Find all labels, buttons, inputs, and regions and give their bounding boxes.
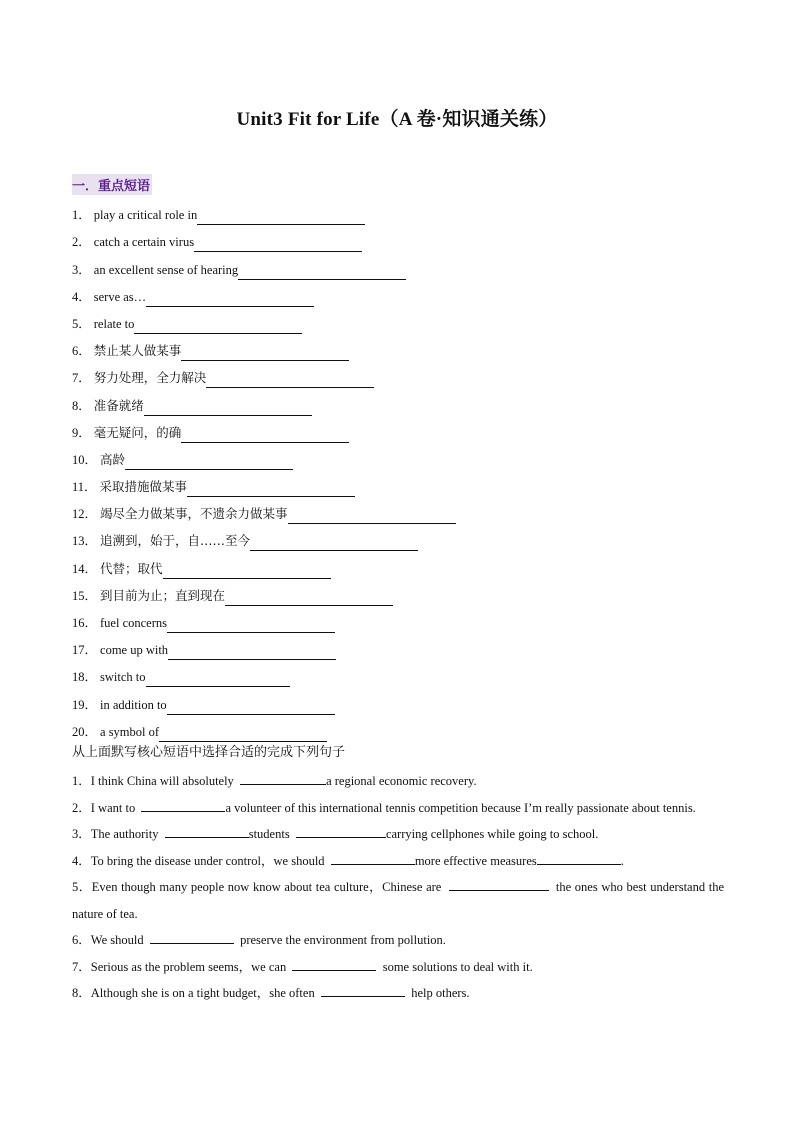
answer-blank[interactable] <box>125 455 293 470</box>
sentence-number: 1． <box>72 774 91 788</box>
phrase-item <box>72 606 732 633</box>
phrase-number: 7． <box>72 371 91 386</box>
phrase-number: 11． <box>72 480 97 495</box>
answer-blank[interactable] <box>167 700 335 715</box>
sentence-text: I think China will absolutely <box>90 774 234 788</box>
sentence-item <box>72 768 724 795</box>
sentence-number: 2． <box>72 800 91 815</box>
answer-blank[interactable] <box>146 292 314 307</box>
answer-blank[interactable] <box>225 591 393 606</box>
sentence-text: To bring the disease under control，we should <box>90 853 325 868</box>
phrase-text: 到目前为止；直到现在 <box>100 587 226 603</box>
sentence-text: students <box>248 827 290 841</box>
sentence-text: preserve the environment from pollution. <box>240 933 446 947</box>
sentence-number: 8． <box>72 986 91 1000</box>
answer-blank[interactable] <box>165 825 249 838</box>
sentence-text: a regional economic recovery. <box>326 774 477 788</box>
phrase-text: switch to <box>100 670 146 685</box>
sentence-text: carrying cellphones while going to school. <box>385 827 599 841</box>
answer-blank[interactable] <box>141 799 225 812</box>
answer-blank[interactable] <box>238 265 406 280</box>
answer-blank[interactable] <box>168 645 336 660</box>
sentence-item <box>72 848 724 875</box>
answer-blank[interactable] <box>159 727 327 742</box>
phrase-item <box>72 443 732 470</box>
phrase-item <box>72 551 732 578</box>
phrase-number: 6． <box>72 344 91 359</box>
sentence-list <box>72 768 724 1007</box>
phrase-item <box>72 361 732 388</box>
phrase-item <box>72 524 732 551</box>
answer-blank[interactable] <box>181 428 349 443</box>
phrase-number: 15． <box>72 588 98 603</box>
phrase-item <box>72 307 732 334</box>
phrase-number: 4． <box>72 289 91 304</box>
phrase-item <box>72 715 732 742</box>
answer-blank[interactable] <box>134 319 302 334</box>
phrase-item <box>72 633 732 660</box>
phrase-number: 10． <box>72 452 98 467</box>
sentence-number: 6． <box>72 933 91 947</box>
phrase-item <box>72 416 732 443</box>
phrase-text: catch a certain virus <box>93 235 195 250</box>
phrase-text: play a critical role in <box>93 208 198 223</box>
instruction-text: 从上面默写核心短语中选择合适的完成下列句子 <box>72 745 346 760</box>
answer-blank[interactable] <box>288 509 456 524</box>
phrase-list <box>72 198 732 742</box>
phrase-number: 3． <box>72 262 91 277</box>
sentence-item <box>72 821 724 848</box>
answer-blank[interactable] <box>537 852 621 865</box>
section-heading: 一．重点短语 <box>72 174 152 195</box>
sentence-item <box>72 874 724 927</box>
sentence-text: I want to <box>90 800 136 815</box>
phrase-text: an excellent sense of hearing <box>93 262 239 277</box>
phrase-text: 努力处理，全力解决 <box>93 370 207 386</box>
sentence-text: Although she is on a tight budget，she often <box>90 986 315 1000</box>
answer-blank[interactable] <box>150 931 234 944</box>
answer-blank[interactable] <box>240 772 326 785</box>
phrase-item <box>72 334 732 361</box>
phrase-number: 13． <box>72 534 98 549</box>
sentence-text: Even though many people now know about tea culture，Chinese are <box>91 880 442 894</box>
phrase-item <box>72 497 732 524</box>
phrase-number: 18． <box>72 670 98 685</box>
answer-blank[interactable] <box>194 237 362 252</box>
sentence-item <box>72 927 724 954</box>
phrase-text: 毫无疑问，的确 <box>93 424 182 440</box>
phrase-number: 1． <box>72 208 91 223</box>
sentence-text: a volunteer of this international tennis competition because I’m really passionate about tennis. <box>225 800 696 815</box>
answer-blank[interactable] <box>187 482 355 497</box>
answer-blank[interactable] <box>331 852 415 865</box>
phrase-item <box>72 687 732 714</box>
sentence-text: help others. <box>411 986 470 1000</box>
answer-blank[interactable] <box>206 373 374 388</box>
answer-blank[interactable] <box>163 564 331 579</box>
phrase-number: 5． <box>72 316 91 331</box>
answer-blank[interactable] <box>250 536 418 551</box>
phrase-item <box>72 660 732 687</box>
phrase-number: 2． <box>72 235 91 250</box>
phrase-text: serve as… <box>93 289 147 304</box>
phrase-text: come up with <box>100 643 169 658</box>
phrase-item <box>72 252 732 279</box>
sentence-item <box>72 795 724 822</box>
phrase-item <box>72 579 732 606</box>
phrase-item <box>72 470 732 497</box>
phrase-number: 17． <box>72 643 98 658</box>
phrase-text: 采取措施做某事 <box>99 479 188 495</box>
answer-blank[interactable] <box>296 825 386 838</box>
phrase-text: 代替；取代 <box>100 560 163 576</box>
sentence-number: 3． <box>72 827 91 841</box>
sentence-number: 4． <box>72 853 91 868</box>
page-title: Unit3 Fit for Life（A 卷·知识通关练） <box>236 109 558 130</box>
phrase-text: 高龄 <box>100 451 126 467</box>
sentence-text: The authority <box>90 827 159 841</box>
answer-blank[interactable] <box>146 672 290 687</box>
phrase-item <box>72 198 732 225</box>
phrase-number: 9． <box>72 425 91 440</box>
sentence-number: 5． <box>72 880 92 894</box>
phrase-text: in addition to <box>100 697 167 712</box>
answer-blank[interactable] <box>181 346 349 361</box>
phrase-text: a symbol of <box>100 724 160 739</box>
phrase-number: 19． <box>72 697 98 712</box>
sentence-text: . <box>620 853 624 868</box>
sentence-item <box>72 980 724 1007</box>
sentence-text: more effective measures <box>414 853 537 868</box>
phrase-number: 16． <box>72 616 98 630</box>
phrase-number: 14． <box>72 561 98 576</box>
phrase-text: 追溯到，始于，自……至今 <box>100 533 251 549</box>
phrase-number: 20． <box>72 724 98 739</box>
phrase-text: relate to <box>93 316 135 331</box>
phrase-number: 12． <box>72 507 98 522</box>
answer-blank[interactable] <box>292 958 376 971</box>
sentence-text: We should <box>90 933 144 947</box>
answer-blank[interactable] <box>144 401 312 416</box>
answer-blank[interactable] <box>197 210 365 225</box>
phrase-number: 8． <box>72 398 91 413</box>
answer-blank[interactable] <box>167 618 335 633</box>
sentence-text: some solutions to deal with it. <box>382 959 533 974</box>
phrase-text: fuel concerns <box>100 616 167 630</box>
sentence-item <box>72 954 724 981</box>
sentence-text: Serious as the problem seems，we can <box>90 959 287 974</box>
phrase-text: 禁止某人做某事 <box>93 343 182 359</box>
sentence-number: 7． <box>72 959 91 974</box>
phrase-item <box>72 388 732 415</box>
phrase-text: 竭尽全力做某事，不遗余力做某事 <box>100 506 288 522</box>
phrase-item <box>72 225 732 252</box>
answer-blank[interactable] <box>449 878 549 891</box>
answer-blank[interactable] <box>321 984 405 997</box>
phrase-item <box>72 280 732 307</box>
sentence-text: the ones who best understand the nature of tea. <box>72 880 724 921</box>
phrase-text: 准备就绪 <box>93 397 144 413</box>
